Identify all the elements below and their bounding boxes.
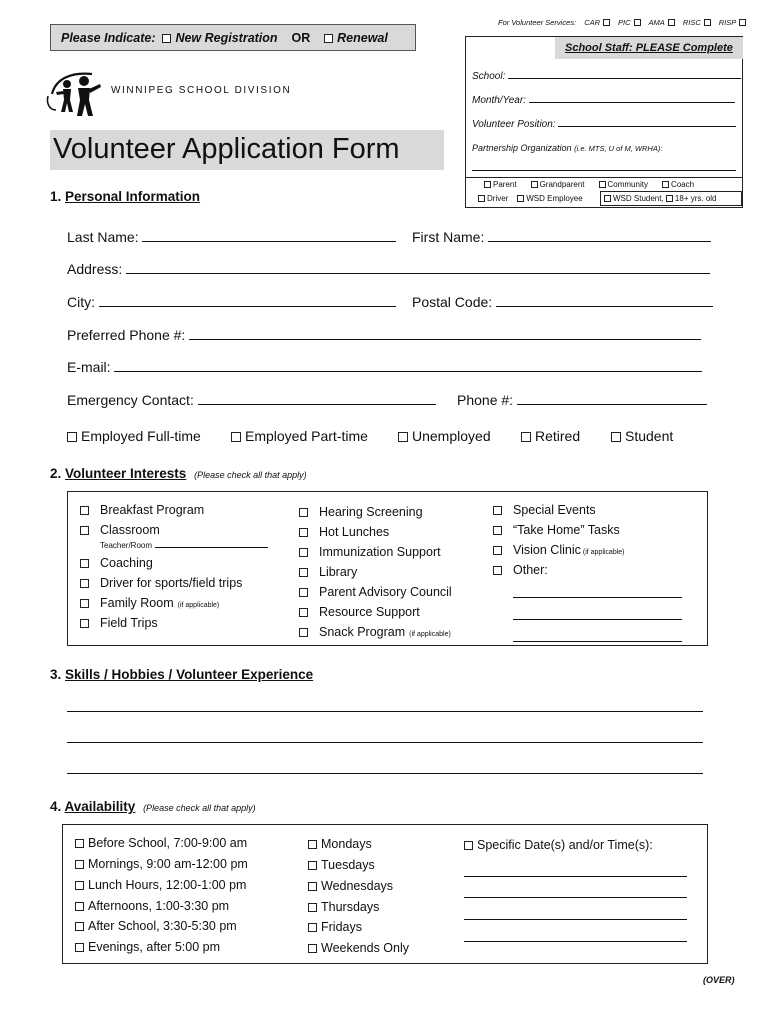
availability-lunch-hours-12-00-1-00-pm-label: Lunch Hours, 12:00-1:00 pm <box>88 878 247 892</box>
staff-position-field[interactable] <box>558 125 736 127</box>
employment-retired-label: Retired <box>535 428 581 444</box>
service-ama-checkbox[interactable] <box>668 19 675 26</box>
availability-thursdays-label: Thursdays <box>321 900 380 914</box>
skills-line-2[interactable] <box>67 742 703 743</box>
section-4-title: Availability <box>64 799 136 814</box>
interest-special-events-checkbox[interactable] <box>493 506 502 515</box>
availability-specific-line-1[interactable] <box>464 876 687 877</box>
staff-heading: School Staff: PLEASE Complete <box>565 42 733 54</box>
availability-before-school-7-00-9-00-am <box>75 836 247 850</box>
interest-driver-for-sports-field-trips-checkbox[interactable] <box>80 579 89 588</box>
address-row <box>67 261 710 277</box>
staff-month-label: Month/Year: <box>472 95 526 106</box>
interest-library <box>299 565 357 579</box>
interest-other-line-2[interactable] <box>513 619 682 620</box>
availability-tuesdays <box>308 858 375 872</box>
interest-family-room-checkbox[interactable] <box>80 599 89 608</box>
email-label: E-mail: <box>67 359 111 375</box>
employment-employed-full-time-checkbox[interactable] <box>67 432 77 442</box>
interest-field-trips-checkbox[interactable] <box>80 619 89 628</box>
service-risp-label: RISP <box>718 18 737 27</box>
skills-line-3[interactable] <box>67 773 703 774</box>
staff-partnership-field[interactable] <box>472 170 736 171</box>
staff-month-row <box>472 95 735 106</box>
availability-specific-line-4[interactable] <box>464 941 687 942</box>
staff-position-label: Volunteer Position: <box>472 119 556 130</box>
address-label: Address: <box>67 261 123 277</box>
indicate-label: Please Indicate: <box>61 31 156 45</box>
staff-roles-divider <box>466 177 742 178</box>
availability-lunch-hours-12-00-1-00-pm <box>75 878 246 892</box>
interest-field-trips <box>80 616 158 630</box>
email-row <box>67 359 702 375</box>
interest-take-home-tasks <box>493 523 620 537</box>
availability-afternoons-1-00-3-30-pm-checkbox[interactable] <box>75 902 84 911</box>
service-car-checkbox[interactable] <box>603 19 610 26</box>
interest-vision-clinic <box>493 543 625 557</box>
preferred-phone-field[interactable] <box>189 338 701 340</box>
interest-snack-program <box>299 625 451 639</box>
interest-breakfast-program-label: Breakfast Program <box>100 503 205 517</box>
interest-vision-clinic-checkbox[interactable] <box>493 546 502 555</box>
availability-afternoons-1-00-3-30-pm-label: Afternoons, 1:00-3:30 pm <box>88 899 230 913</box>
availability-weekends-only <box>308 941 409 955</box>
interest-breakfast-program <box>80 503 204 517</box>
role-coach-label: Coach <box>670 180 695 189</box>
new-registration-label: New Registration <box>175 31 278 45</box>
employment-employed-part-time-label: Employed Part-time <box>245 428 368 444</box>
availability-weekends-only-label: Weekends Only <box>321 941 410 955</box>
availability-evenings-after-5-00-pm <box>75 940 220 954</box>
snack-program-note: (if applicable) <box>409 631 451 638</box>
employment-unemployed-checkbox[interactable] <box>398 432 408 442</box>
availability-mondays <box>308 837 372 851</box>
interest-breakfast-program-checkbox[interactable] <box>80 506 89 515</box>
availability-before-school-7-00-9-00-am-label: Before School, 7:00-9:00 am <box>88 836 248 850</box>
interest-coaching-checkbox[interactable] <box>80 559 89 568</box>
employment-retired-checkbox[interactable] <box>521 432 531 442</box>
interest-hearing-screening-label: Hearing Screening <box>319 505 423 519</box>
or-label: OR <box>291 31 311 45</box>
employment-employed-full-time <box>67 428 201 444</box>
interest-other-line-3[interactable] <box>513 641 682 642</box>
interest-library-checkbox[interactable] <box>299 568 308 577</box>
role-parent-checkbox[interactable] <box>484 181 491 188</box>
new-registration-checkbox[interactable] <box>162 34 171 43</box>
interest-resource-support-checkbox[interactable] <box>299 608 308 617</box>
section-1-title: Personal Information <box>65 189 201 204</box>
staff-school-label: School: <box>472 71 506 82</box>
section-2-number: 2. <box>50 466 62 481</box>
role-driver-label: Driver <box>487 194 509 203</box>
availability-wednesdays-checkbox[interactable] <box>308 882 317 891</box>
availability-tuesdays-checkbox[interactable] <box>308 861 317 870</box>
availability-mornings-9-00-am-12-00-pm-label: Mornings, 9:00 am-12:00 pm <box>88 857 248 871</box>
service-ama-label: AMA <box>648 18 665 27</box>
interest-library-label: Library <box>319 565 358 579</box>
city-field[interactable] <box>99 305 396 307</box>
interest-immunization-support <box>299 545 441 559</box>
city-label: City: <box>67 294 95 310</box>
org-name: WINNIPEG SCHOOL DIVISION <box>111 85 292 96</box>
availability-after-school-3-30-5-30-pm <box>75 919 237 933</box>
interest-other-label: Other: <box>513 563 548 577</box>
renewal-checkbox[interactable] <box>324 34 333 43</box>
staff-school-field[interactable] <box>508 77 741 79</box>
volunteer-services-list <box>578 18 748 27</box>
availability-fridays <box>308 920 362 934</box>
role-wsd-student-label: WSD Student, <box>613 194 664 203</box>
first-name-label: First Name: <box>412 229 485 245</box>
vision-clinic-note: (if applicable) <box>582 549 625 556</box>
registration-type-box <box>50 24 416 51</box>
preferred-phone-row <box>67 327 701 343</box>
availability-fridays-label: Fridays <box>321 920 362 934</box>
section-1-heading <box>50 189 200 204</box>
role-community-checkbox[interactable] <box>599 181 606 188</box>
staff-partnership-label: Partnership Organization <box>472 143 572 153</box>
availability-mondays-label: Mondays <box>321 837 372 851</box>
teacher-room-field[interactable] <box>155 546 268 548</box>
last-name-row <box>67 229 396 245</box>
availability-mornings-9-00-am-12-00-pm <box>75 857 248 871</box>
form-title-box <box>50 130 444 170</box>
interest-special-events-label: Special Events <box>513 503 596 517</box>
interest-special-events <box>493 503 596 517</box>
interest-snack-program-label: Snack Program <box>319 625 406 639</box>
emergency-phone-row <box>457 392 707 408</box>
availability-after-school-3-30-5-30-pm-label: After School, 3:30-5:30 pm <box>88 919 237 933</box>
interest-take-home-tasks-label: “Take Home” Tasks <box>513 523 620 537</box>
interest-other-checkbox[interactable] <box>493 566 502 575</box>
staff-partnership-row <box>472 143 662 153</box>
postal-code-row <box>412 294 713 310</box>
registration-type-row <box>61 31 388 45</box>
postal-code-label: Postal Code: <box>412 294 493 310</box>
interest-immunization-support-label: Immunization Support <box>319 545 441 559</box>
availability-weekends-only-checkbox[interactable] <box>308 944 317 953</box>
section-4-heading <box>50 799 256 814</box>
role-wsd-employee-checkbox[interactable] <box>517 195 524 202</box>
availability-wednesdays <box>308 879 393 893</box>
role-grandparent-checkbox[interactable] <box>531 181 538 188</box>
emergency-phone-field[interactable] <box>517 403 707 405</box>
interest-parent-advisory-council-label: Parent Advisory Council <box>319 585 452 599</box>
availability-specific-line-3[interactable] <box>464 919 687 920</box>
interest-immunization-support-checkbox[interactable] <box>299 548 308 557</box>
teacher-room-label: Teacher/Room <box>100 541 153 550</box>
interest-resource-support-label: Resource Support <box>319 605 420 619</box>
teacher-room-row <box>100 541 268 550</box>
interest-field-trips-label: Field Trips <box>100 616 158 630</box>
service-car-label: CAR <box>584 18 601 27</box>
interest-driver-for-sports-field-trips <box>80 576 242 590</box>
address-field[interactable] <box>126 272 710 274</box>
emergency-contact-label: Emergency Contact: <box>67 392 194 408</box>
section-2-note: (Please check all that apply) <box>194 470 307 480</box>
availability-afternoons-1-00-3-30-pm <box>75 899 229 913</box>
employment-student-label: Student <box>625 428 674 444</box>
interest-vision-clinic-label: Vision Clinic <box>513 543 581 557</box>
section-3-title: Skills / Hobbies / Volunteer Experience <box>65 667 314 682</box>
employment-unemployed <box>398 428 491 444</box>
interest-classroom <box>80 523 160 537</box>
employment-employed-full-time-label: Employed Full-time <box>81 428 201 444</box>
employment-unemployed-label: Unemployed <box>412 428 491 444</box>
emergency-contact-field[interactable] <box>198 403 436 405</box>
service-risp-checkbox[interactable] <box>739 19 746 26</box>
availability-before-school-7-00-9-00-am-checkbox[interactable] <box>75 839 84 848</box>
service-risc-checkbox[interactable] <box>704 19 711 26</box>
wsd-logo <box>42 66 112 122</box>
availability-mondays-checkbox[interactable] <box>308 840 317 849</box>
availability-thursdays <box>308 900 379 914</box>
school-staff-box <box>465 36 743 208</box>
staff-partnership-note: (i.e. MTS, U of M, WRHA): <box>574 144 663 153</box>
availability-specific <box>464 838 653 852</box>
availability-wednesdays-label: Wednesdays <box>321 879 394 893</box>
section-4-note: (Please check all that apply) <box>143 803 256 813</box>
section-3-number: 3. <box>50 667 62 682</box>
interest-family-room <box>80 596 219 610</box>
employment-retired <box>521 428 580 444</box>
service-risc-label: RISC <box>682 18 701 27</box>
availability-tuesdays-label: Tuesdays <box>321 858 375 872</box>
interest-coaching <box>80 556 153 570</box>
last-name-label: Last Name: <box>67 229 139 245</box>
availability-thursdays-checkbox[interactable] <box>308 903 317 912</box>
section-4-number: 4. <box>50 799 62 814</box>
first-name-row <box>412 229 711 245</box>
interest-classroom-checkbox[interactable] <box>80 526 89 535</box>
role-18plus-checkbox[interactable] <box>666 195 673 202</box>
employment-employed-part-time <box>231 428 368 444</box>
interest-family-room-label: Family Room <box>100 596 174 610</box>
role-wsd-student-checkbox[interactable] <box>604 195 611 202</box>
employment-student <box>611 428 673 444</box>
family-room-note: (if applicable) <box>177 602 220 609</box>
interest-driver-for-sports-field-trips-label: Driver for sports/field trips <box>100 576 243 590</box>
interest-snack-program-checkbox[interactable] <box>299 628 308 637</box>
availability-after-school-3-30-5-30-pm-checkbox[interactable] <box>75 922 84 931</box>
role-18plus-label: 18+ yrs. old <box>674 194 717 203</box>
section-2-title: Volunteer Interests <box>65 466 187 481</box>
first-name-field[interactable] <box>488 240 711 242</box>
staff-school-row <box>472 71 741 82</box>
employment-employed-part-time-checkbox[interactable] <box>231 432 241 442</box>
staff-roles-row-1 <box>484 180 694 189</box>
staff-position-row <box>472 119 736 130</box>
wsd-logo-icon <box>42 66 112 122</box>
role-coach-checkbox[interactable] <box>662 181 669 188</box>
staff-roles-row-2 <box>478 194 583 203</box>
role-community-label: Community <box>607 180 648 189</box>
renewal-label: Renewal <box>337 31 388 45</box>
volunteer-services-row <box>498 18 748 27</box>
section-3-heading <box>50 667 313 682</box>
emergency-contact-row <box>67 392 436 408</box>
postal-code-field[interactable] <box>496 305 713 307</box>
interest-coaching-label: Coaching <box>100 556 153 570</box>
interest-other <box>493 563 548 577</box>
interest-hot-lunches-label: Hot Lunches <box>319 525 390 539</box>
preferred-phone-label: Preferred Phone #: <box>67 327 186 343</box>
interest-other-line-1[interactable] <box>513 597 682 598</box>
staff-month-field[interactable] <box>529 101 735 103</box>
availability-evenings-after-5-00-pm-label: Evenings, after 5:00 pm <box>88 940 221 954</box>
staff-wsd-student-row <box>604 194 717 203</box>
availability-specific-line-2[interactable] <box>464 897 687 898</box>
interest-hot-lunches <box>299 525 389 539</box>
role-driver-checkbox[interactable] <box>478 195 485 202</box>
interest-hearing-screening <box>299 505 423 519</box>
interest-parent-advisory-council-checkbox[interactable] <box>299 588 308 597</box>
service-pic-label: PIC <box>618 18 631 27</box>
interest-classroom-label: Classroom <box>100 523 160 537</box>
last-name-field[interactable] <box>142 240 396 242</box>
role-grandparent-label: Grandparent <box>539 180 585 189</box>
interest-resource-support <box>299 605 420 619</box>
availability-lunch-hours-12-00-1-00-pm-checkbox[interactable] <box>75 881 84 890</box>
role-wsd-employee-label: WSD Employee <box>526 194 583 203</box>
emergency-phone-label: Phone #: <box>457 392 514 408</box>
availability-fridays-checkbox[interactable] <box>308 923 317 932</box>
interest-hot-lunches-checkbox[interactable] <box>299 528 308 537</box>
skills-line-1[interactable] <box>67 711 703 712</box>
interest-hearing-screening-checkbox[interactable] <box>299 508 308 517</box>
employment-student-checkbox[interactable] <box>611 432 621 442</box>
form-title: Volunteer Application Form <box>53 133 400 165</box>
volunteer-services-label: For Volunteer Services: <box>498 18 577 27</box>
interest-parent-advisory-council <box>299 585 452 599</box>
availability-mornings-9-00-am-12-00-pm-checkbox[interactable] <box>75 860 84 869</box>
city-row <box>67 294 396 310</box>
section-1-number: 1. <box>50 189 62 204</box>
availability-specific-checkbox[interactable] <box>464 841 473 850</box>
service-pic-checkbox[interactable] <box>634 19 641 26</box>
availability-evenings-after-5-00-pm-checkbox[interactable] <box>75 943 84 952</box>
availability-specific-label: Specific Date(s) and/or Time(s): <box>477 838 653 852</box>
email-field[interactable] <box>114 370 702 372</box>
role-parent-label: Parent <box>493 180 517 189</box>
interest-take-home-tasks-checkbox[interactable] <box>493 526 502 535</box>
section-2-heading <box>50 466 307 481</box>
over-label: (OVER) <box>703 975 735 985</box>
